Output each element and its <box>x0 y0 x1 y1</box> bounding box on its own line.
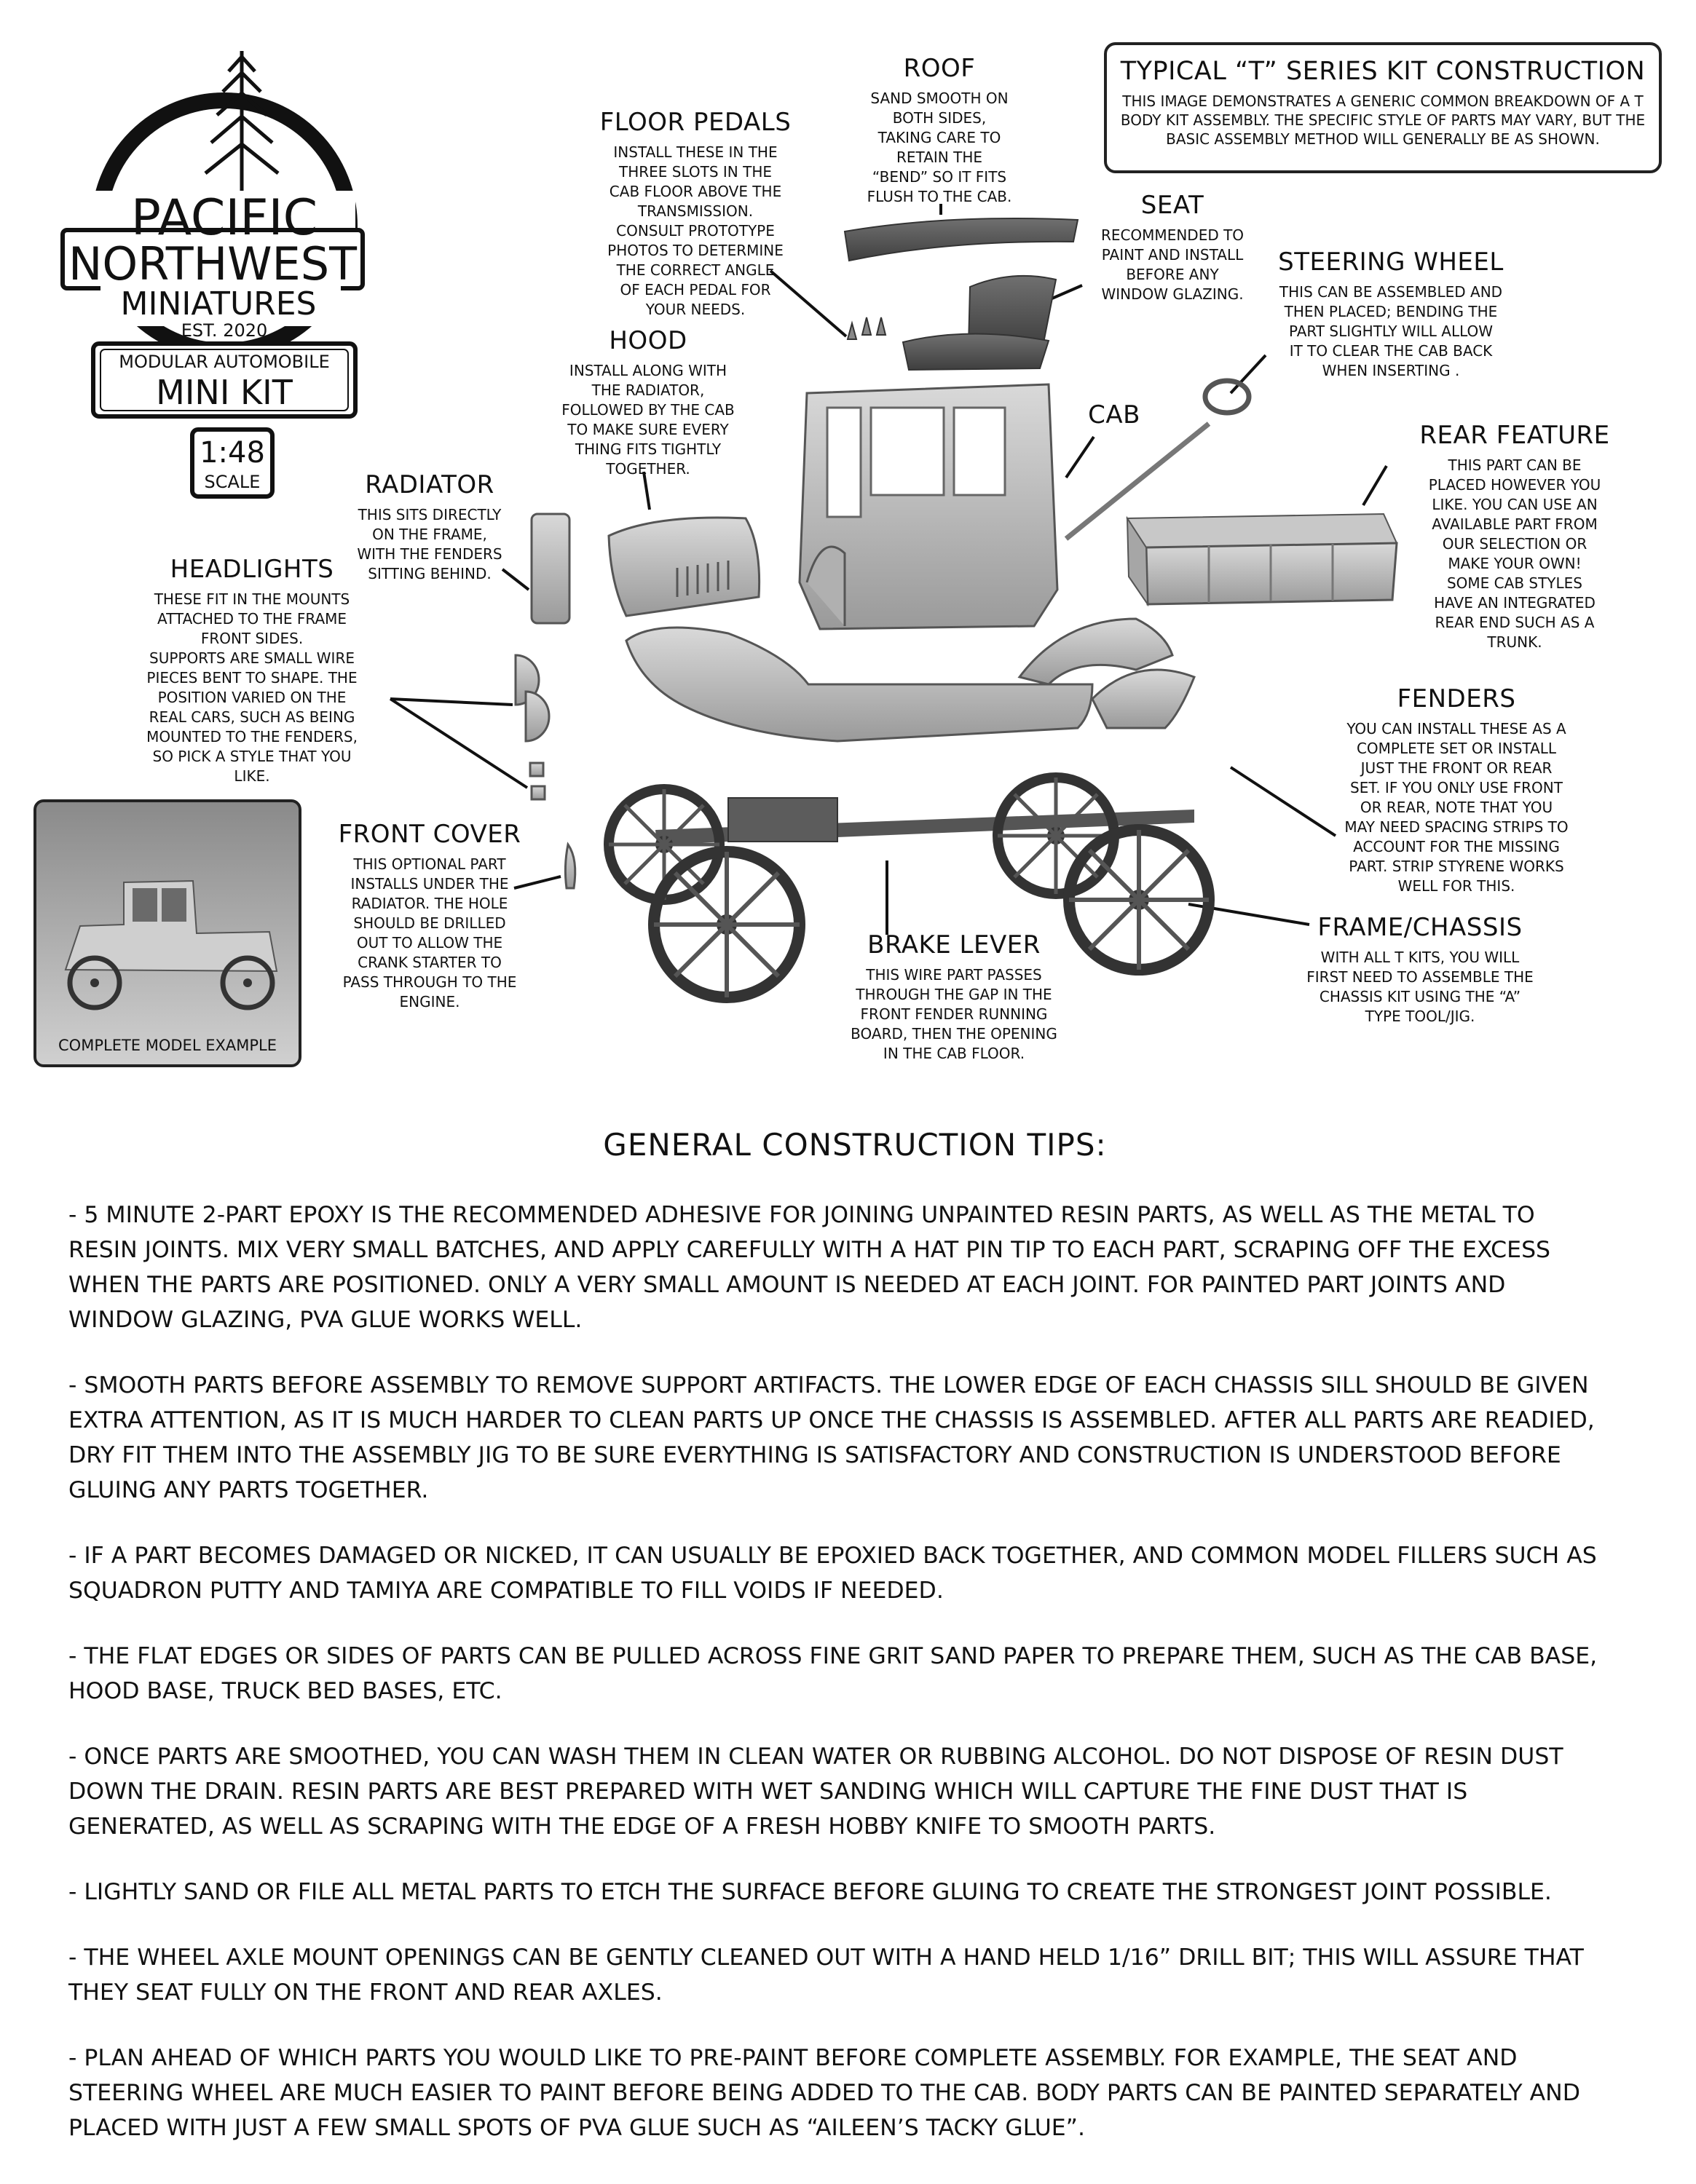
seat-text: RECOMMENDED TO PAINT AND INSTALL BEFORE ANY WINDOW GLAZING. <box>1100 226 1245 303</box>
label-fenders <box>1318 684 1595 896</box>
brake-lever-text: THIS WIRE PART PASSES THROUGH THE GAP IN THE FRONT FENDER RUNNING BOARD, THEN THE OPENING IN THE CAB FLOOR. <box>851 966 1057 1062</box>
steering-wheel-text: THIS CAN BE ASSEMBLED AND THEN PLACED; BENDING THE PART SLIGHTLY WILL ALLOW IT TO CLEAR THE CAB BACK WHEN INSERTING . <box>1279 283 1503 379</box>
roof-text: SAND SMOOTH ON BOTH SIDES, TAKING CARE TO RETAIN THE “BEND” SO IT FITS FLUSH TO THE CAB. <box>867 90 1012 205</box>
brand-logo <box>63 51 363 496</box>
label-hood <box>539 326 757 479</box>
label-rear-feature <box>1405 421 1624 652</box>
roof-part <box>845 218 1078 261</box>
radiator-part <box>532 514 569 623</box>
rear-feature-title: REAR FEATURE <box>1419 421 1610 450</box>
typical-construction-box <box>1104 42 1662 173</box>
frame-chassis-text: WITH ALL T KITS, YOU WILL FIRST NEED TO ASSEMBLE THE CHASSIS KIT USING THE “A” TYPE TOOL/JIG. <box>1306 949 1534 1025</box>
label-brake-lever <box>830 930 1078 1064</box>
front-cover-part <box>565 844 575 888</box>
scale-value: 1:48 <box>200 436 265 470</box>
rear-feature-text: THIS PART CAN BE PLACED HOWEVER YOU LIKE. YOU CAN USE AN AVAILABLE PART FROM OUR SELECTION OR MAKE YOUR OWN! SOME CAB STYLES HAVE AN INTEGRATED REAR END SUCH AS A TRUNK. <box>1428 456 1601 651</box>
headlights-title: HEADLIGHTS <box>170 555 334 584</box>
fenders-part <box>626 619 1194 741</box>
tip-item: - SMOOTH PARTS BEFORE ASSEMBLY TO REMOVE SUPPORT ARTIFACTS. THE LOWER EDGE OF EACH CHASSIS SILL SHOULD BE GIVEN EXTRA ATTENTION, AS IT IS MUCH HARDER TO CLEAN PARTS UP ONCE THE CHASSIS IS ASSEMBLED. AFTER ALL PARTS ARE READIED, DRY FIT THEM INTO THE ASSEMBLY JIG TO BE SURE EVERYTHING IS SATISFACTORY AND CONSTRUCTION IS UNDERSTOOD BEFORE GLUING ANY PARTS TOGETHER. <box>68 1372 1595 1503</box>
tip-item: - LIGHTLY SAND OR FILE ALL METAL PARTS TO ETCH THE SURFACE BEFORE GLUING TO CREATE THE STRONGEST JOINT POSSIBLE. <box>68 1879 1552 1905</box>
radiator-text: THIS SITS DIRECTLY ON THE FRAME, WITH THE FENDERS SITTING BEHIND. <box>357 506 502 582</box>
tip-item: - THE WHEEL AXLE MOUNT OPENINGS CAN BE GENTLY CLEANED OUT WITH A HAND HELD 1/16” DRILL BIT; THIS WILL ASSURE THAT THEY SEAT FULLY ON THE FRONT AND REAR AXLES. <box>68 1944 1584 2006</box>
complete-model-example <box>33 799 301 1067</box>
headlights-part <box>516 655 549 799</box>
tips-heading: GENERAL CONSTRUCTION TIPS: <box>603 1127 1107 1163</box>
label-front-cover <box>320 820 539 1012</box>
label-headlights <box>128 555 376 786</box>
rear-wheel-right <box>1069 830 1209 970</box>
construction-tips <box>68 1127 1641 2176</box>
label-floor-pedals <box>575 108 816 320</box>
tip-item: - THE FLAT EDGES OR SIDES OF PARTS CAN BE PULLED ACROSS FINE GRIT SAND PAPER TO PREPARE THEM, SUCH AS THE CAB BASE, HOOD BASE, TRUCK BED BASES, ETC. <box>68 1643 1598 1704</box>
hood-part <box>609 518 760 616</box>
typical-construction-title: TYPICAL “T” SERIES KIT CONSTRUCTION <box>1120 57 1646 86</box>
logo-line-miniatures: MINIATURES <box>120 285 317 323</box>
roof-title: ROOF <box>903 54 976 83</box>
logo-est: EST. 2020 <box>181 320 268 341</box>
fenders-title: FENDERS <box>1397 684 1516 713</box>
label-cab <box>1070 400 1158 435</box>
front-cover-title: FRONT COVER <box>338 820 521 849</box>
scale-word: SCALE <box>204 472 261 492</box>
brake-lever-title: BRAKE LEVER <box>867 930 1041 960</box>
radiator-title: RADIATOR <box>365 470 494 499</box>
model-car-icon <box>36 802 299 1064</box>
cab-part <box>800 384 1057 629</box>
label-seat <box>1063 191 1282 304</box>
logo-banner-top: MODULAR AUTOMOBILE <box>119 352 330 372</box>
tree-icon <box>205 51 278 191</box>
frame-chassis-title: FRAME/CHASSIS <box>1317 913 1523 942</box>
front-wheel-right <box>654 852 800 997</box>
typical-construction-text: THIS IMAGE DEMONSTRATES A GENERIC COMMON BREAKDOWN OF A T BODY KIT ASSEMBLY. THE SPECIFIC STYLE OF PARTS MAY VARY, BUT THE BASIC ASSEMBLY METHOD WILL GENERALLY BE AS SHOWN. <box>1120 92 1646 148</box>
fenders-text: YOU CAN INSTALL THESE AS A COMPLETE SET OR INSTALL JUST THE FRONT OR REAR SET. IF YOU ONLY USE FRONT OR REAR, NOTE THAT YOU MAY NEED SPACING STRIPS TO ACCOUNT FOR THE MISSING PART. STRIP STYRENE WORKS WELL FOR THIS. <box>1344 720 1569 895</box>
seat-part <box>903 276 1056 370</box>
rear-feature-part <box>1127 514 1397 604</box>
tip-item: - IF A PART BECOMES DAMAGED OR NICKED, IT CAN USUALLY BE EPOXIED BACK TOGETHER, AND COMMON MODEL FILLERS SUCH AS SQUADRON PUTTY AND TAMIYA ARE COMPATIBLE TO FILL VOIDS IF NEEDED. <box>68 1543 1597 1604</box>
floor-pedals-text: INSTALL THESE IN THE THREE SLOTS IN THE CAB FLOOR ABOVE THE TRANSMISSION. CONSULT PROTOTYPE PHOTOS TO DETERMINE THE CORRECT ANGLE OF EACH PEDAL FOR YOUR NEEDS. <box>607 143 784 318</box>
logo-line-northwest: NORTHWEST <box>68 237 357 290</box>
cab-title: CAB <box>1088 400 1140 430</box>
seat-title: SEAT <box>1140 191 1204 220</box>
headlights-text: THESE FIT IN THE MOUNTS ATTACHED TO THE FRAME FRONT SIDES. SUPPORTS ARE SMALL WIRE PIECES BENT TO SHAPE. THE POSITION VARIED ON THE REAL CARS, SUCH AS BEING MOUNTED TO THE FENDERS, SO PICK A STYLE THAT YOU LIKE. <box>146 590 358 785</box>
tip-item: - PLAN AHEAD OF WHICH PARTS YOU WOULD LIKE TO PRE-PAINT BEFORE COMPLETE ASSEMBLY. FOR EXAMPLE, THE SEAT AND STEERING WHEEL ARE MUCH EASIER TO PAINT BEFORE BEING ADDED TO THE CAB. BODY PARTS CAN BE PAINTED SEPARATELY AND PLACED WITH JUST A FEW SMALL SPOTS OF PVA GLUE SUCH AS “AILEEN’S TACKY GLUE”. <box>68 2045 1580 2141</box>
steering-wheel-title: STEERING WHEEL <box>1278 248 1504 277</box>
tip-item: - ONCE PARTS ARE SMOOTHED, YOU CAN WASH THEM IN CLEAN WATER OR RUBBING ALCOHOL. DO NOT DISPOSE OF RESIN DUST DOWN THE DRAIN. RESIN PARTS ARE BEST PREPARED WITH WET SANDING WHICH WILL CAPTURE THE FINE DUST THAT IS GENERATED, AS WELL AS SCRAPING WITH THE EDGE OF A FRESH HOBBY KNIFE TO SMOOTH PARTS. <box>68 1744 1563 1840</box>
front-cover-text: THIS OPTIONAL PART INSTALLS UNDER THE RADIATOR. THE HOLE SHOULD BE DRILLED OUT TO ALLOW THE CRANK STARTER TO PASS THROUGH TO THE ENGINE. <box>342 855 517 1010</box>
logo-banner-main: MINI KIT <box>156 373 293 412</box>
label-roof <box>830 54 1049 207</box>
rear-wheel-left <box>998 778 1114 894</box>
label-steering-wheel <box>1253 248 1529 381</box>
floor-pedals-part <box>848 317 886 339</box>
complete-model-caption: COMPLETE MODEL EXAMPLE <box>58 1037 277 1054</box>
logo-line-pacific: PACIFIC <box>130 189 318 247</box>
label-frame-chassis <box>1282 913 1558 1026</box>
tip-item: - 5 MINUTE 2-PART EPOXY IS THE RECOMMENDED ADHESIVE FOR JOINING UNPAINTED RESIN PARTS, AS WELL AS THE METAL TO RESIN JOINTS. MIX VERY SMALL BATCHES, AND APPLY CAREFULLY WITH A HAT PIN TIP TO EACH PART, SCRAPING OFF THE EXCESS WHEN THE PARTS ARE POSITIONED. ONLY A VERY SMALL AMOUNT IS NEEDED AT EACH JOINT. FOR PAINTED PART JOINTS AND WINDOW GLAZING, PVA GLUE WORKS WELL. <box>68 1202 1551 1333</box>
hood-title: HOOD <box>609 326 687 355</box>
floor-pedals-title: FLOOR PEDALS <box>599 108 792 137</box>
hood-text: INSTALL ALONG WITH THE RADIATOR, FOLLOWED BY THE CAB TO MAKE SURE EVERY THING FITS TIGHTLY TOGETHER. <box>561 362 735 478</box>
